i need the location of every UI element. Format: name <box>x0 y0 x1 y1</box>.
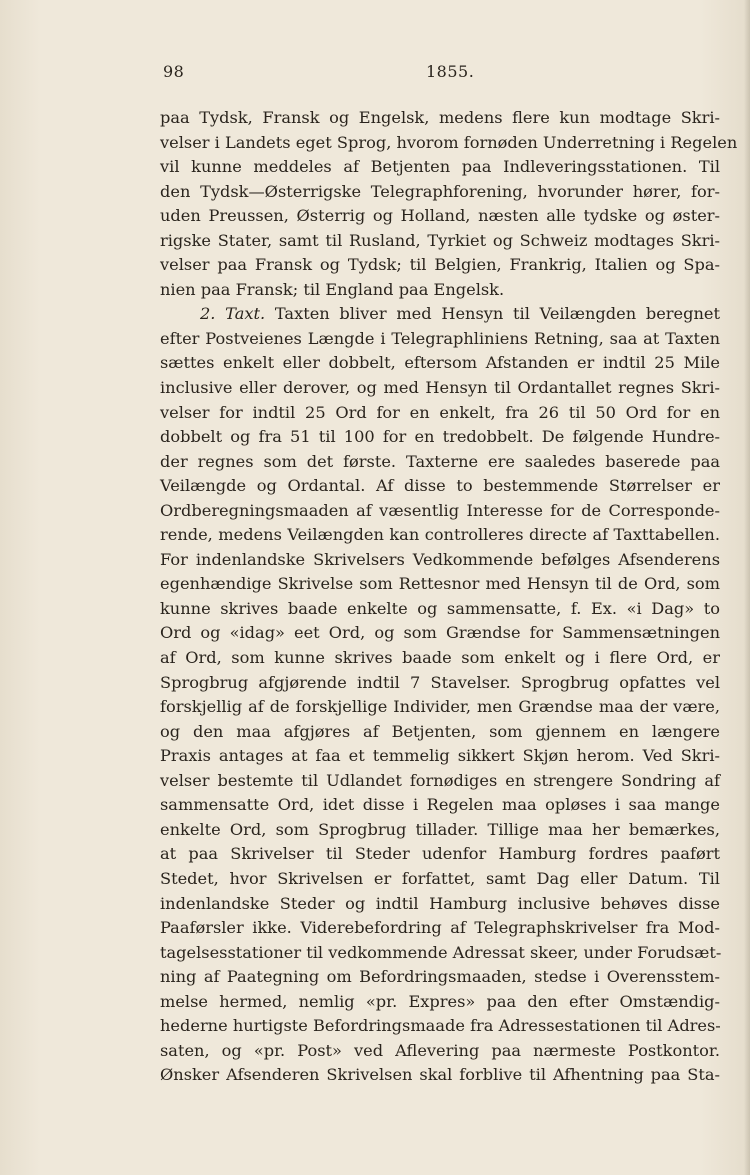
text-line: kunne skrives baade enkelte og sammensatte, f. Ex. «i Dag» to <box>160 598 720 618</box>
body-text <box>160 106 738 1088</box>
text-line: Ordberegningsmaaden af væsentlig Interesse for de Corresponde- <box>160 500 720 520</box>
text-line: og den maa afgjøres af Betjenten, som gjennem en længere <box>160 721 720 741</box>
text-line: melse hermed, nemlig «pr. Expres» paa den efter Omstændig- <box>160 991 720 1011</box>
text-line: rigske Stater, samt til Rusland, Tyrkiet og Schweiz modtages Skri- <box>160 230 720 250</box>
text-line: inclusive eller derover, og med Hensyn til Ordantallet regnes Skri- <box>160 378 720 398</box>
text-line: Ord og «idag» eet Ord, og som Grændse for Sammensætningen <box>160 623 720 643</box>
text-line: Sprogbrug afgjørende indtil 7 Stavelser. Sprogbrug opfattes vel <box>160 672 720 692</box>
text-line: den Tydsk—Østerrigske Telegraphforening, hvorunder hører, for- <box>160 181 720 201</box>
text-line: nien paa Fransk; til England paa Engelsk. <box>160 279 505 299</box>
text-line: For indenlandske Skrivelsers Vedkommende befølges Afsenderens <box>160 549 720 569</box>
section-heading-line <box>160 302 720 327</box>
text-line: af Ord, som kunne skrives baade som enkelt og i flere Ord, er <box>160 648 720 668</box>
text-line: saten, og «pr. Post» ved Aflevering paa nærmeste Postkontor. <box>160 1040 720 1060</box>
text-line: forskjellig af de forskjellige Individer, men Grændse maa der være, <box>160 697 720 717</box>
text-line: velser bestemte til Udlandet fornødiges en strengere Sondring af <box>160 770 720 790</box>
text-line: velser for indtil 25 Ord for en enkelt, fra 26 til 50 Ord for en <box>160 402 720 422</box>
text-line: uden Preussen, Østerrig og Holland, næsten alle tydske og øster- <box>160 206 720 226</box>
text-line: dobbelt og fra 51 til 100 for en tredobbelt. De følgende Hundre- <box>160 427 720 447</box>
page-edge-shadow <box>744 0 750 1175</box>
page-number: 98 <box>163 62 185 81</box>
text-line: sættes enkelt eller dobbelt, eftersom Afstanden er indtil 25 Mile <box>160 353 720 373</box>
section-number: 2. <box>200 304 216 324</box>
text-line: velser i Landets eget Sprog, hvorom fornøden Underretning i Regelen <box>160 132 738 152</box>
text-line: egenhændige Skrivelse som Rettesnor med Hensyn til de Ord, som <box>160 574 720 594</box>
text-line: paa Tydsk, Fransk og Engelsk, medens flere kun modtage Skri- <box>160 108 720 127</box>
text-line: efter Postveienes Længde i Telegraphliniens Retning, saa at Taxten <box>160 328 720 348</box>
section-first-line-text: Taxten bliver med Hensyn til Veilængden beregnet <box>274 304 720 324</box>
running-year: 1855. <box>426 62 475 81</box>
text-line: Veilængde og Ordantal. Af disse to bestemmende Størrelser er <box>160 476 720 496</box>
text-line: hederne hurtigste Befordringsmaade fra Adressestationen til Adres- <box>160 1016 721 1036</box>
text-line: Praxis antages at faa et temmelig sikkert Skjøn herom. Ved Skri- <box>160 746 720 766</box>
text-line: Paaførsler ikke. Viderebefordring af Telegraphskrivelser fra Mod- <box>160 918 720 938</box>
text-line: der regnes som det første. Taxterne ere saaledes baserede paa <box>160 451 720 471</box>
text-line: enkelte Ord, som Sprogbrug tillader. Tillige maa her bemærkes, <box>160 819 720 839</box>
running-header <box>160 62 715 86</box>
text-line: sammensatte Ord, idet disse i Regelen maa opløses i saa mange <box>160 795 720 815</box>
text-line: indenlandske Steder og indtil Hamburg inclusive behøves disse <box>160 893 720 913</box>
text-line: Ønsker Afsenderen Skrivelsen skal forblive til Afhentning paa Sta- <box>160 1065 720 1085</box>
text-line: at paa Skrivelser til Steder udenfor Hamburg fordres paaført <box>160 844 720 864</box>
section-title: Taxt. <box>225 304 266 324</box>
text-line: velser paa Fransk og Tydsk; til Belgien, Frankrig, Italien og Spa- <box>160 255 720 275</box>
text-line: ning af Paategning om Befordringsmaaden, stedse i Overensstem- <box>160 967 720 987</box>
text-line: Stedet, hvor Skrivelsen er forfattet, samt Dag eller Datum. Til <box>160 868 720 888</box>
text-line: rende, medens Veilængden kan controlleres directe af Taxttabellen. <box>160 525 720 545</box>
text-line: tagelsesstationer til vedkommende Adressat skeer, under Forudsæt- <box>160 942 722 962</box>
text-line: vil kunne meddeles af Betjenten paa Indleveringsstationen. Til <box>160 157 720 177</box>
